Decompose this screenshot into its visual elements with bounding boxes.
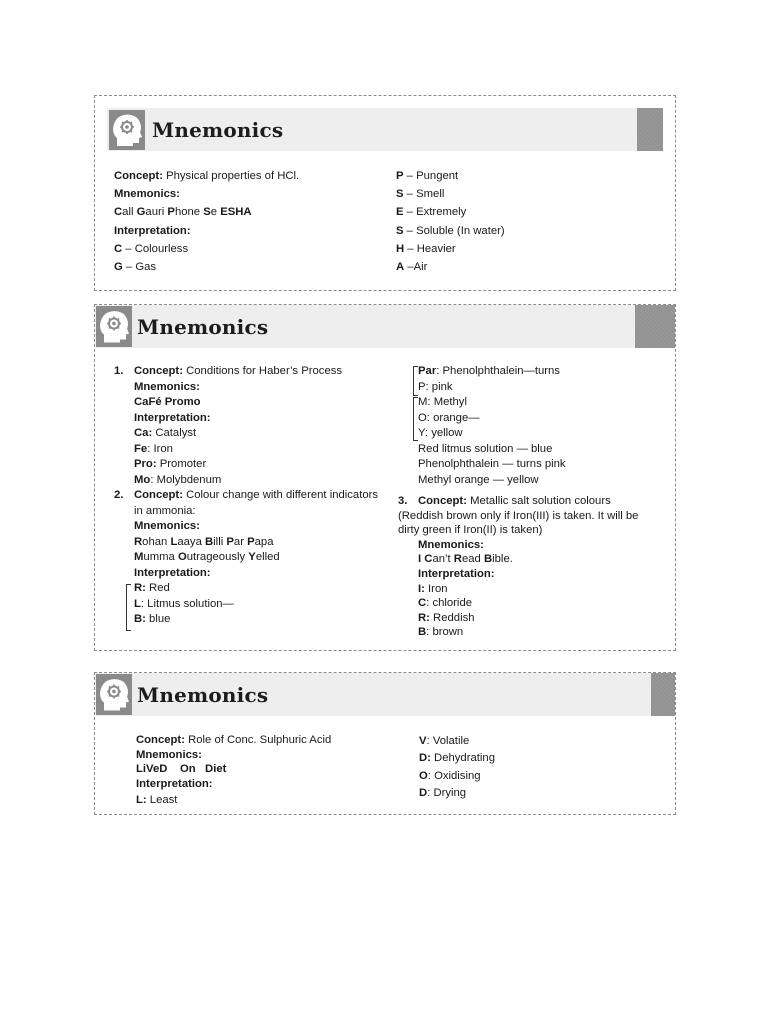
numbered-concept: 2. Concept: Colour change with different indicators bbox=[114, 489, 379, 501]
line: R: Red bbox=[134, 582, 170, 594]
head-gear-icon bbox=[109, 110, 145, 150]
line: Mnemonics: bbox=[136, 748, 202, 761]
line: Mnemonics: bbox=[114, 188, 180, 201]
line: L: Least bbox=[136, 794, 178, 807]
brace-bracket bbox=[126, 584, 131, 631]
line: H – Heavier bbox=[396, 242, 456, 255]
mnemonic-phrase: Call Gauri Phone Se ESHA bbox=[114, 206, 252, 219]
line: D: Drying bbox=[419, 786, 467, 799]
line: E – Extremely bbox=[396, 206, 467, 219]
mnemonic-phrase: Mumma Outrageously Yelled bbox=[134, 551, 280, 563]
line: Fe: Iron bbox=[134, 442, 173, 455]
box-header bbox=[95, 673, 675, 716]
line: (Reddish brown only if Iron(III) is taken. It will be bbox=[398, 509, 639, 522]
box2-left-column bbox=[114, 364, 378, 628]
mnemonic-phrase: Rohan Laaya Billi Par Papa bbox=[134, 535, 274, 548]
line: C: chloride bbox=[418, 597, 473, 610]
line: Concept: Physical properties of HCl. bbox=[114, 170, 300, 182]
line: Ca: Catalyst bbox=[134, 427, 197, 439]
line: Mnemonics: bbox=[134, 520, 200, 532]
head-gear-icon bbox=[96, 306, 132, 347]
box3-left-column bbox=[136, 733, 331, 808]
box-title: Mnemonics bbox=[137, 315, 269, 339]
line: Interpretation: bbox=[134, 411, 211, 424]
line: Y: yellow bbox=[418, 427, 463, 439]
line: Interpretation: bbox=[136, 777, 213, 790]
line: B: blue bbox=[134, 613, 171, 625]
line: in ammonia: bbox=[134, 504, 196, 517]
line: P: pink bbox=[418, 380, 453, 393]
box2-right-top-column bbox=[418, 364, 566, 488]
mnemonics-box-3 bbox=[94, 672, 676, 815]
line: S – Soluble (In water) bbox=[396, 224, 505, 237]
line: I: Iron bbox=[418, 582, 448, 595]
line: O: Oxidising bbox=[419, 769, 481, 782]
line: Phenolphthalein — turns pink bbox=[418, 458, 566, 470]
line: C – Colourless bbox=[114, 242, 189, 255]
box-header bbox=[107, 108, 663, 151]
line: Interpretation: bbox=[134, 566, 211, 579]
line: Par: Phenolphthalein—turns bbox=[418, 365, 560, 377]
line: A –Air bbox=[396, 261, 428, 274]
line: L: Litmus solution— bbox=[134, 597, 234, 610]
line: R: Reddish bbox=[418, 611, 475, 624]
line: Interpretation: bbox=[114, 224, 191, 237]
box1-right-column bbox=[396, 167, 505, 276]
line: Red litmus solution — blue bbox=[418, 442, 553, 455]
line: S – Smell bbox=[396, 188, 445, 201]
line: Concept: Role of Conc. Sulphuric Acid bbox=[136, 734, 332, 746]
header-tab bbox=[635, 305, 675, 348]
line: P – Pungent bbox=[396, 170, 459, 182]
header-tab bbox=[637, 108, 663, 151]
box-header bbox=[95, 305, 675, 348]
line: M: Methyl bbox=[418, 396, 467, 408]
line: G – Gas bbox=[114, 261, 157, 274]
brace-bracket bbox=[413, 366, 418, 396]
mnemonic-phrase: LiVeD On Diet bbox=[136, 763, 227, 776]
mnemonics-box-1 bbox=[94, 95, 676, 291]
line: Pro: Promoter bbox=[134, 458, 207, 470]
line: Methyl orange — yellow bbox=[418, 473, 539, 486]
header-tab bbox=[651, 673, 675, 716]
box-title: Mnemonics bbox=[137, 683, 269, 707]
line: Mnemonics: bbox=[418, 538, 484, 551]
head-gear-icon bbox=[96, 674, 132, 715]
box1-left-column bbox=[114, 167, 299, 276]
numbered-concept: 3. Concept: Metallic salt solution colours bbox=[398, 495, 611, 507]
mnemonic-phrase: I Can’t Read Bible. bbox=[418, 553, 513, 566]
line: O: orange— bbox=[418, 411, 480, 424]
line: Interpretation: bbox=[418, 567, 495, 580]
box2-right-bottom-column bbox=[398, 494, 638, 640]
box3-right-column bbox=[419, 733, 495, 802]
line: dirty green if Iron(II) is taken) bbox=[398, 524, 543, 537]
line: Mnemonics: bbox=[134, 380, 200, 393]
line: CaFé Promo bbox=[134, 396, 201, 408]
box-title: Mnemonics bbox=[152, 118, 284, 142]
numbered-concept: 1. Concept: Conditions for Haber’s Process bbox=[114, 365, 343, 377]
mnemonics-box-2 bbox=[94, 304, 676, 651]
line: D: Dehydrating bbox=[419, 752, 495, 765]
line: V: Volatile bbox=[419, 735, 470, 747]
line: B: brown bbox=[418, 626, 464, 639]
brace-bracket bbox=[413, 397, 418, 441]
line: Mo: Molybdenum bbox=[134, 473, 222, 486]
